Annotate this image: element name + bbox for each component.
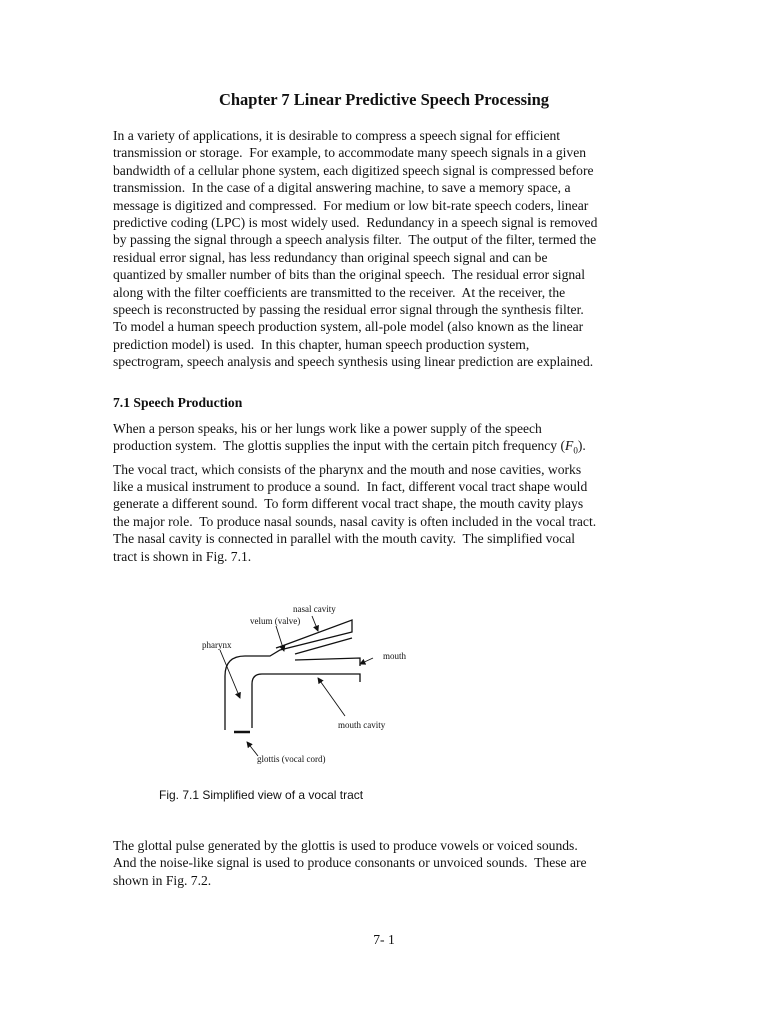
text-line: like a musical instrument to produce a sound. In fact, different vocal tract shape would: [113, 478, 588, 494]
vocal-tract-figure: [190, 598, 430, 773]
text-line: transmission. In the case of a digital answering machine, to save a memory space, a: [113, 180, 571, 196]
text-line: tract is shown in Fig. 7.1.: [113, 548, 252, 564]
tract-outer-wall: [225, 620, 352, 730]
label-nasal-cavity: nasal cavity: [293, 604, 336, 614]
arrow-mouth-cavity: [318, 678, 345, 716]
text-fragment: production system. The glottis supplies the input with the certain pitch frequency (: [113, 438, 566, 454]
text-line: message is digitized and compressed. For medium or low bit-rate speech coders, linear: [113, 197, 589, 213]
label-velum: velum (valve): [250, 616, 301, 626]
section-paragraph: [113, 420, 658, 565]
text-fragment: ).: [577, 438, 586, 454]
closing-paragraph: [113, 837, 658, 889]
text-line: prediction model) is used. In this chapter, human speech production system,: [113, 336, 530, 352]
text-line: generate a different sound. To form different vocal tract shape, the mouth cavity plays: [113, 496, 584, 512]
text-line: along with the filter coefficients are transmitted to the receiver. At the receiver, the: [113, 284, 566, 300]
section-heading: 7.1 Speech Production: [113, 395, 243, 410]
label-pharynx: pharynx: [202, 640, 232, 650]
text-line: The nasal cavity is connected in parallel with the mouth cavity. The simplified vocal: [113, 531, 576, 547]
pitch-subscript: 0: [573, 446, 578, 457]
text-line: To model a human speech production system, all-pole model (also known as the linear: [113, 319, 584, 335]
text-line: the major role. To produce nasal sounds, nasal cavity is often included in the vocal tract.: [113, 513, 597, 529]
text-line: quantized by smaller number of bits than the original speech. The residual error signal: [113, 267, 585, 283]
label-mouth: mouth: [383, 651, 407, 661]
text-line-pitch: [113, 437, 658, 460]
figure-caption: Fig. 7.1 Simplified view of a vocal tract: [159, 788, 364, 802]
arrow-nasal-cavity: [312, 616, 318, 631]
label-glottis: glottis (vocal cord): [257, 754, 326, 764]
arrow-mouth: [360, 658, 373, 664]
chapter-title: Chapter 7 Linear Predictive Speech Processing: [218, 90, 550, 109]
intro-paragraph: [113, 127, 658, 371]
text-line: shown in Fig. 7.2.: [113, 872, 212, 888]
text-line: The vocal tract, which consists of the pharynx and the mouth and nose cavities, works: [113, 461, 582, 477]
label-mouth-cavity: mouth cavity: [338, 720, 386, 730]
pitch-variable: F: [565, 438, 574, 454]
vocal-tract-diagram: [190, 598, 430, 773]
text-line: by passing the signal through a speech analysis filter. The output of the filter, termed the: [113, 232, 597, 248]
page-number: 7- 1: [373, 932, 395, 947]
text-line: bandwidth of a cellular phone system, each digitized speech signal is compressed before: [113, 162, 594, 178]
text-line: predictive coding (LPC) is most widely used. Redundancy in a speech signal is removed: [113, 215, 598, 231]
text-line: In a variety of applications, it is desirable to compress a speech signal for efficient: [113, 128, 561, 143]
mouth-roof: [295, 658, 360, 666]
text-line: spectrogram, speech analysis and speech synthesis using linear prediction are explained.: [113, 354, 594, 370]
text-line: residual error signal, has less redundancy than original speech signal and can be: [113, 249, 548, 265]
text-line: The glottal pulse generated by the glottis is used to produce vowels or voiced sounds.: [113, 838, 578, 853]
text-line: When a person speaks, his or her lungs work like a power supply of the speech: [113, 421, 542, 436]
text-line: speech is reconstructed by passing the residual error signal through the synthesis filter.: [113, 302, 584, 318]
text-line: And the noise-like signal is used to produce consonants or unvoiced sounds. These are: [113, 855, 587, 871]
text-line: transmission or storage. For example, to accommodate many speech signals in a given: [113, 145, 587, 161]
nasal-floor: [295, 638, 352, 654]
